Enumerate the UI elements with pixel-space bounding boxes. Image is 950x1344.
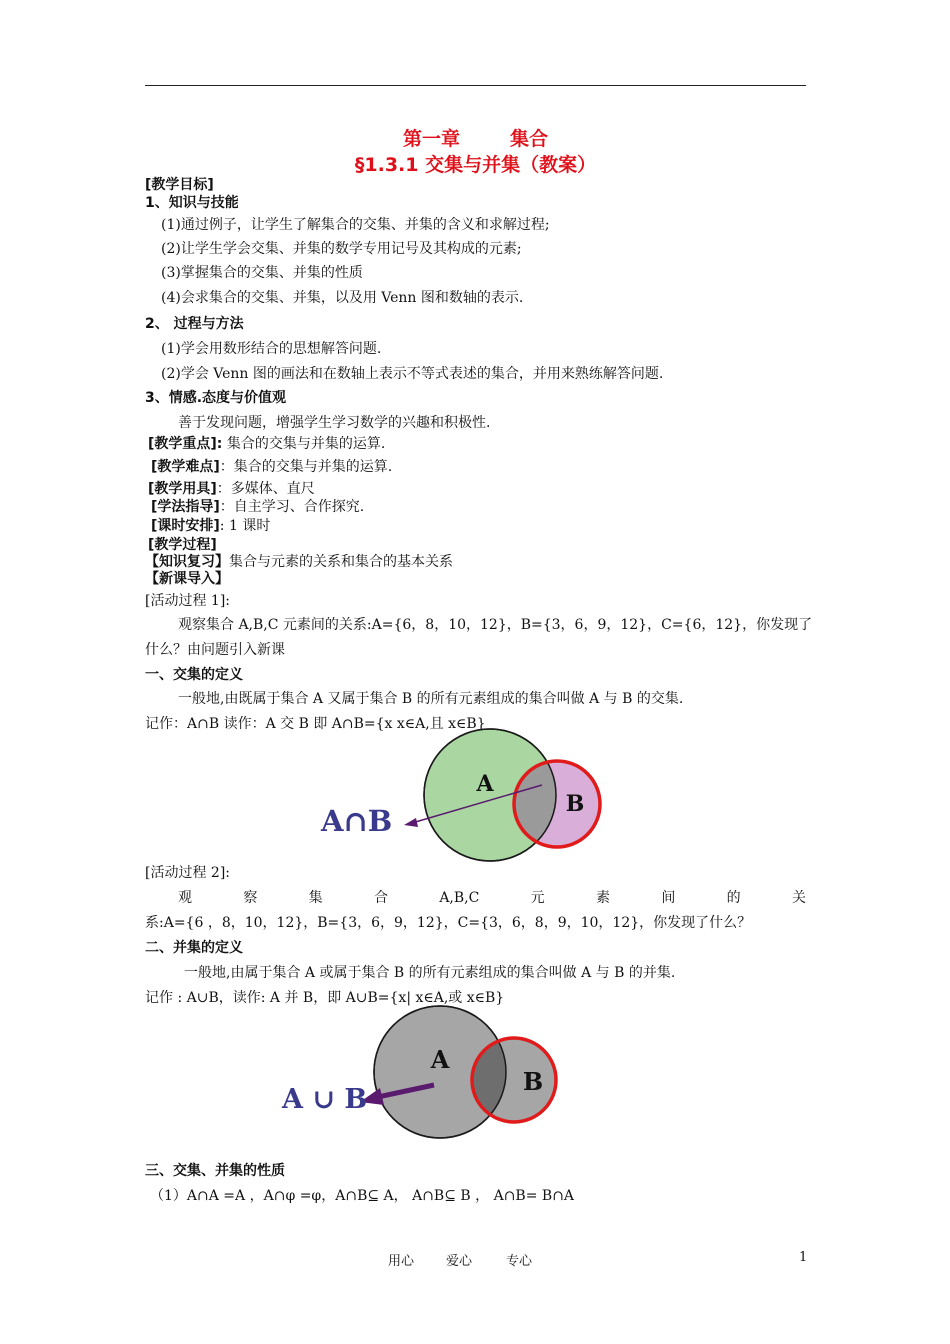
intersection-venn-diagram	[300, 728, 620, 863]
activity-1-line-2: 什么？由问题引入新课	[145, 642, 285, 658]
activity-2-line-1: 观 察 集 合 A,B,C 元 素 间 的 关	[178, 890, 806, 906]
union-symbol-label: A ∪ B	[282, 1084, 368, 1115]
goals-section-2: 2、 过程与方法	[145, 316, 244, 332]
process-heading: [教学过程]	[148, 537, 217, 553]
intersection-definition: 一般地,由既属于集合 A 又属于集合 B 的所有元素组成的集合叫做 A 与 B 的交集.	[178, 691, 684, 707]
set-b-label: B	[565, 791, 585, 817]
footer-text-mid: 爱心	[446, 1254, 473, 1269]
goals-section-3-text: 善于发现问题，增强学生学习数学的兴趣和积极性.	[178, 415, 491, 431]
intersection-notation: 记作：A∩B 读作：A 交 B 即 A∩B={x x∈A,且 x∈B}	[145, 716, 486, 732]
footer-text-left: 用心	[388, 1254, 415, 1269]
goals-section-1: 1、知识与技能	[145, 195, 239, 211]
meta-method: [学法指导]：自主学习、合作探究.	[151, 499, 365, 515]
union-venn-diagram	[270, 1004, 570, 1144]
goal-item: (2)学会 Venn 图的画法和在数轴上表示不等式表述的集合，并用来熟练解答问题.	[161, 366, 664, 382]
goal-item: (4)会求集合的交集、并集，以及用 Venn 图和数轴的表示.	[161, 290, 524, 306]
goal-item: (1)通过例子，让学生了解集合的交集、并集的含义和求解过程;	[161, 217, 550, 233]
review-line: 【知识复习】集合与元素的关系和集合的基本关系	[145, 554, 453, 570]
union-notation: 记作 : A∪B，读作: A 并 B，即 A∪B={x| x∈A,或 x∈B}	[145, 990, 505, 1006]
section-title: §1.3.1 交集与并集（教案）	[354, 154, 597, 176]
intersection-heading: 一、交集的定义	[145, 667, 243, 683]
set-b-label: B	[522, 1067, 544, 1096]
activity-1-line-1: 观察集合 A,B,C 元素间的关系:A={6，8，10，12}，B={3，6，9，12}，C={6，12}，你发现了	[178, 617, 813, 633]
goal-item: (1)学会用数形结合的思想解答问题.	[161, 341, 382, 357]
activity-2-heading: [活动过程 2]:	[145, 865, 230, 881]
new-lesson-heading: 【新课导入】	[145, 571, 229, 587]
set-a-label: A	[430, 1045, 450, 1074]
property-item-1: （1）A∩A =A ，A∩φ =φ，A∩B⊆ A， A∩B⊆ B ， A∩B= B∩A	[150, 1188, 575, 1204]
meta-schedule: [课时安排]: 1 课时	[151, 518, 271, 534]
intersection-symbol-label: A∩B	[321, 804, 393, 838]
footer-text-right: 专心	[506, 1254, 533, 1269]
chapter-number: 第一章	[402, 128, 460, 150]
goals-section-3: 3、情感.态度与价值观	[145, 390, 287, 406]
arrow-head	[404, 818, 418, 827]
meta-difficulty: [教学难点]：集合的交集与并集的运算.	[151, 459, 393, 475]
chapter-name: 集合	[510, 128, 549, 150]
goal-item: (2)让学生学会交集、并集的数学专用记号及其构成的元素;	[161, 241, 522, 257]
union-definition: 一般地,由属于集合 A 或属于集合 B 的所有元素组成的集合叫做 A 与 B 的并集.	[184, 965, 676, 981]
goal-item: (3)掌握集合的交集、并集的性质	[161, 265, 363, 281]
properties-heading: 三、交集、并集的性质	[145, 1163, 285, 1179]
activity-2-line-2: 系:A={6 ，8，10，12}，B={3，6，9，12}，C={3，6，8，9，10，12}，你发现了什么？	[145, 915, 752, 931]
page-number: 1	[799, 1250, 808, 1265]
set-a-label: A	[476, 771, 494, 797]
header-rule	[145, 85, 806, 86]
union-heading: 二、并集的定义	[145, 940, 243, 956]
chapter-title	[145, 124, 806, 151]
goals-heading: [教学目标]	[145, 177, 214, 193]
activity-1-heading: [活动过程 1]:	[145, 593, 230, 609]
meta-tools: [教学用具]：多媒体、直尺	[148, 481, 315, 497]
meta-key-points: [教学重点]: 集合的交集与并集的运算.	[148, 436, 386, 452]
